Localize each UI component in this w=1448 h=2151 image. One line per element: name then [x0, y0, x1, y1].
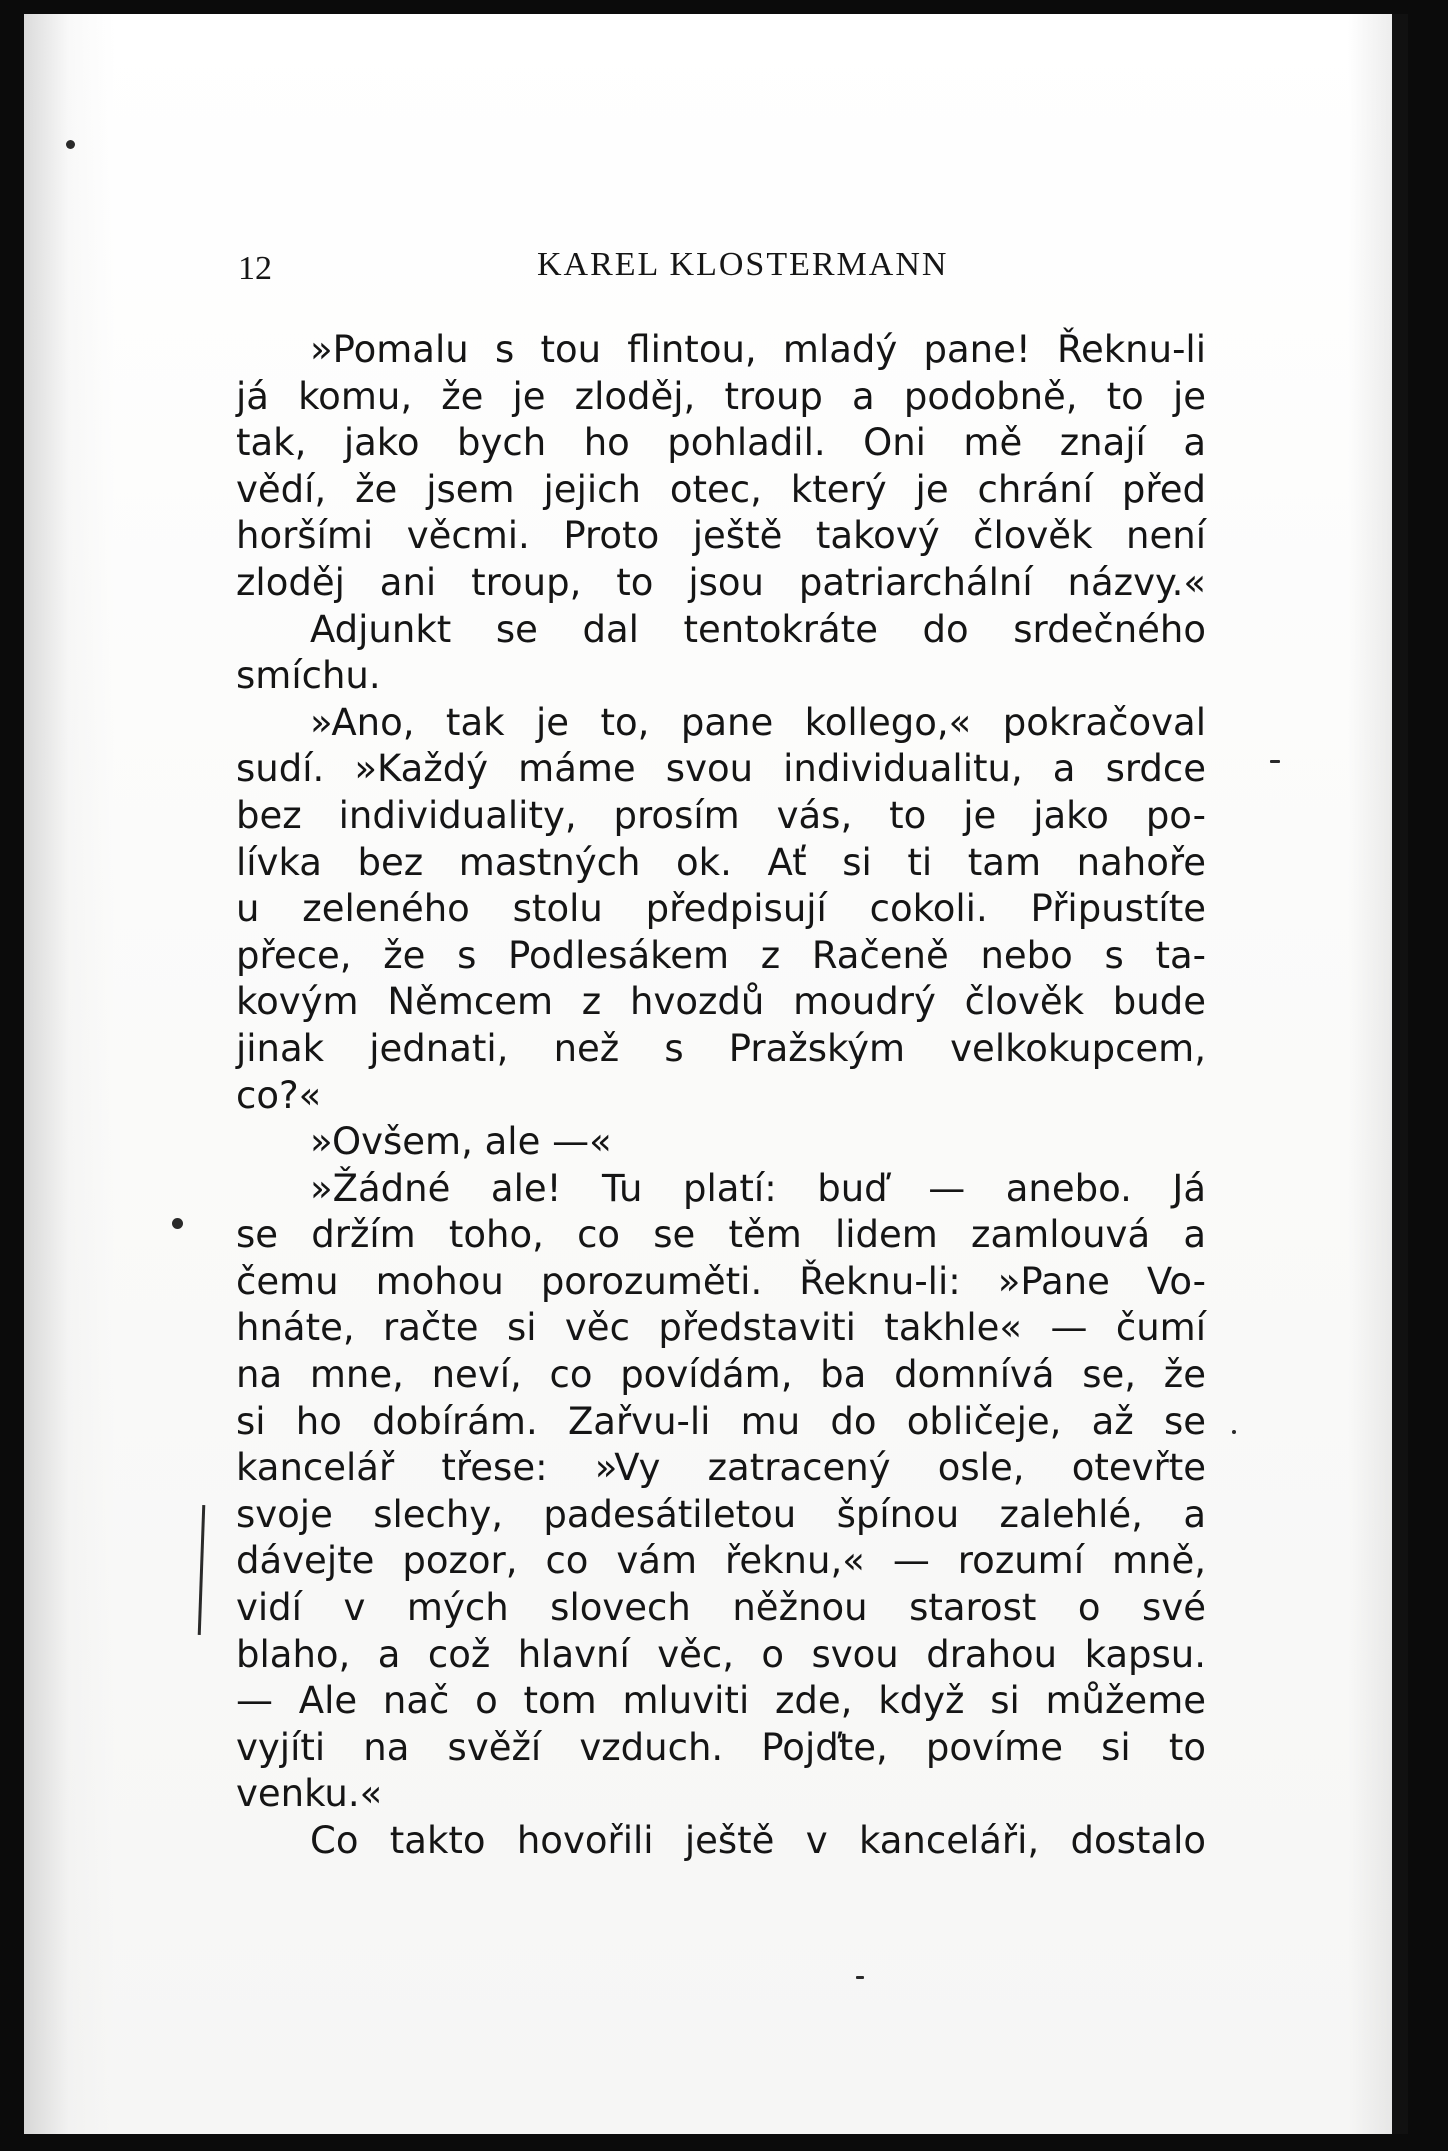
scan-speck	[66, 140, 75, 149]
text-line: tak, jako bych ho pohladil. Oni mě znají a	[236, 421, 1206, 465]
scan-speck	[172, 1218, 183, 1229]
text-line: na mne, neví, co povídám, ba domnívá se, že	[236, 1353, 1206, 1397]
text-line: jinak jednati, než s Pražským velkokupcem,	[236, 1026, 1206, 1070]
text-line: přece, že s Podlesákem z Račeně nebo s ta-	[236, 933, 1206, 977]
text-line: dávejte pozor, co vám řeknu,« — rozumí mně,	[236, 1539, 1206, 1583]
text-line: »Žádné ale! Tu platí: buď — anebo. Já	[310, 1166, 1206, 1210]
text-line: čemu mohou porozuměti. Řeknu-li: »Pane Vo-	[236, 1259, 1206, 1303]
text-line: vědí, že jsem jejich otec, který je chrání před	[236, 467, 1206, 511]
scan-speck	[856, 1976, 864, 1979]
text-line: kovým Němcem z hvozdů moudrý člověk bude	[236, 980, 1206, 1024]
text-line: kancelář třese: »Vy zatracený osle, otevřte	[236, 1446, 1206, 1490]
text-line: vidí v mých slovech něžnou starost o své	[236, 1586, 1206, 1630]
text-line: — Ale nač o tom mluviti zde, když si můžeme	[236, 1679, 1206, 1723]
text-line: zloděj ani troup, to jsou patriarchální názvy.«	[236, 560, 1206, 604]
scan-speck	[1270, 760, 1280, 763]
text-line: bez individuality, prosím vás, to je jako po-	[236, 793, 1206, 837]
scan-speck	[1232, 1430, 1236, 1434]
body-text	[236, 327, 1206, 1865]
page-edge-shadow-left	[24, 14, 114, 2134]
text-line: horšími věcmi. Proto ještě takový člověk není	[236, 514, 1206, 558]
text-line: »Pomalu s tou flintou, mladý pane! Řeknu-li	[310, 328, 1206, 371]
text-line: Co takto hovořili ještě v kanceláři, dostalo	[310, 1819, 1206, 1862]
text-line: si ho dobírám. Zařvu-li mu do obličeje, až se	[236, 1399, 1206, 1443]
text-line: smíchu.	[236, 654, 381, 698]
binding-edge	[1392, 14, 1408, 2134]
text-line: vyjíti na svěží vzduch. Pojďte, povíme si to	[236, 1725, 1206, 1769]
text-line: svoje slechy, padesátiletou špínou zalehlé, a	[236, 1492, 1206, 1536]
running-head: KAREL KLOSTERMANN	[537, 246, 949, 283]
text-line: hnáte, račte si věc představiti takhle« — čumí	[236, 1306, 1206, 1350]
text-line: se držím toho, co se těm lidem zamlouvá a	[236, 1213, 1206, 1257]
text-line: sudí. »Každý máme svou individualitu, a srdce	[236, 747, 1206, 791]
text-line: lívka bez mastných ok. Ať si ti tam nahoře	[236, 840, 1206, 884]
text-line: u zeleného stolu předpisují cokoli. Připustíte	[236, 887, 1206, 931]
text-line: »Ano, tak je to, pane kollego,« pokračoval	[310, 700, 1206, 744]
text-line: blaho, a což hlavní věc, o svou drahou kapsu.	[236, 1632, 1206, 1676]
page-header	[212, 236, 1212, 296]
text-line: Adjunkt se dal tentokráte do srdečného	[310, 607, 1206, 651]
text-line: venku.«	[236, 1772, 383, 1816]
text-line: já komu, že je zloděj, troup a podobně, to je	[236, 374, 1206, 418]
text-line: »Ovšem, ale —«	[310, 1120, 612, 1164]
page-number: 12	[238, 250, 272, 287]
text-line: co?«	[236, 1073, 322, 1117]
